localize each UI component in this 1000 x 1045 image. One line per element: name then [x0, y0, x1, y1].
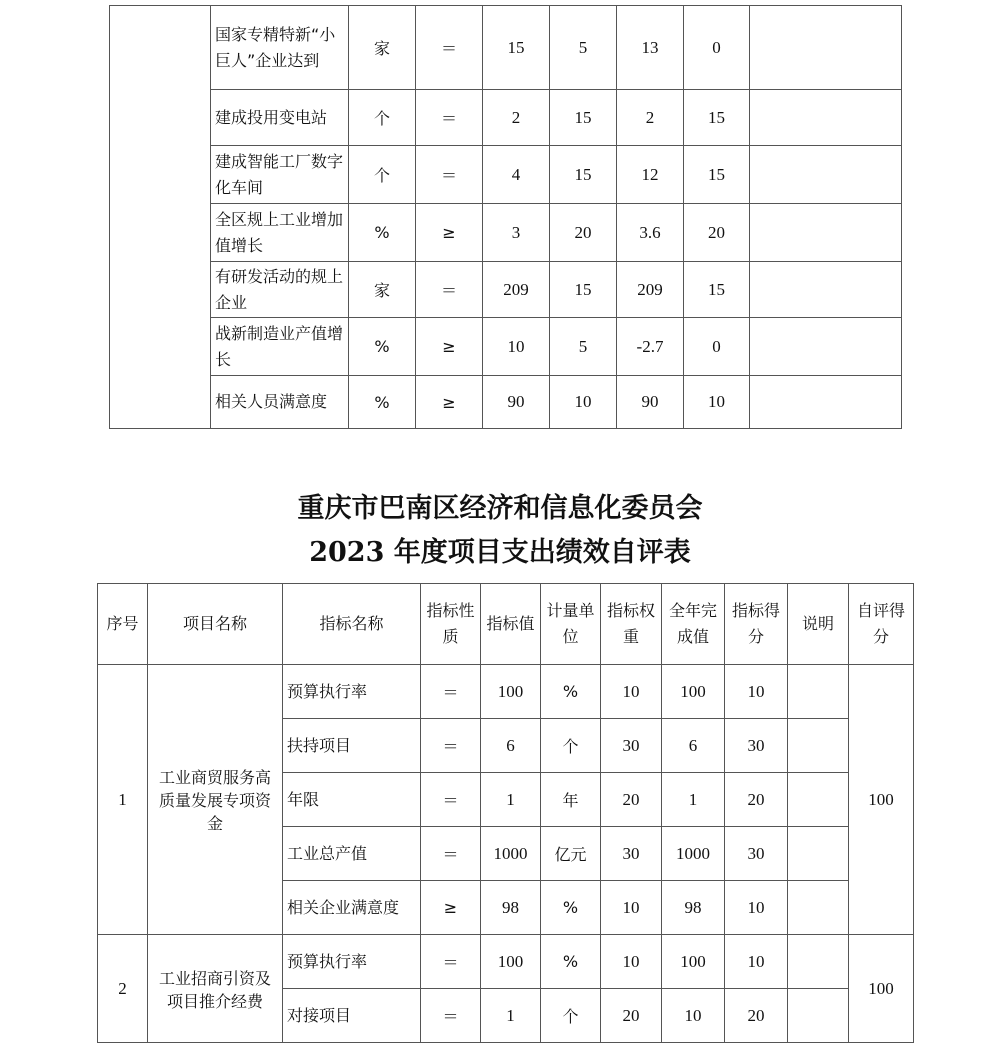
nature-cell: ≥: [416, 318, 483, 376]
actual-value: 2: [617, 90, 684, 146]
weight-value: 30: [601, 719, 662, 773]
note-cell: [788, 989, 849, 1043]
header-row: [98, 584, 914, 665]
actual-value: 1: [662, 773, 725, 827]
note-cell: [750, 262, 902, 318]
table-row: [98, 665, 914, 719]
note-cell: [750, 90, 902, 146]
target-value: 4: [483, 146, 550, 204]
actual-value: 13: [617, 6, 684, 90]
nature-cell: ＝: [416, 262, 483, 318]
score-value: 20: [725, 773, 788, 827]
note-cell: [750, 376, 902, 429]
unit-cell: 年: [541, 773, 601, 827]
self-score: 100: [849, 935, 914, 1043]
score-value: 15: [684, 262, 750, 318]
unit-cell: %: [349, 318, 416, 376]
unit-cell: %: [541, 881, 601, 935]
actual-value: 100: [662, 935, 725, 989]
indicator-value: 6: [481, 719, 541, 773]
unit-cell: %: [541, 665, 601, 719]
actual-value: 98: [662, 881, 725, 935]
project-number: 1: [98, 665, 148, 935]
self-evaluation-table: [97, 583, 914, 1043]
indicator-value: 1000: [481, 827, 541, 881]
table-row: [110, 318, 902, 376]
indicator-name: 扶持项目: [283, 719, 421, 773]
note-cell: [788, 665, 849, 719]
weight-value: 10: [601, 665, 662, 719]
table-row: [110, 204, 902, 262]
note-cell: [750, 6, 902, 90]
column-header: 指标名称: [283, 584, 421, 665]
table-row: [98, 935, 914, 989]
target-value: 15: [483, 6, 550, 90]
weight-value: 30: [601, 827, 662, 881]
score-value: 15: [684, 90, 750, 146]
nature-cell: ≥: [416, 376, 483, 429]
empty-cell: [110, 6, 211, 429]
project-name: 工业招商引资及项目推介经费: [148, 935, 283, 1043]
indicator-name: 工业总产值: [283, 827, 421, 881]
unit-cell: %: [349, 376, 416, 429]
table-row: [110, 90, 902, 146]
title-line-2: 2023 年度项目支出绩效自评表: [309, 537, 691, 568]
project-number: 2: [98, 935, 148, 1043]
actual-value: 209: [617, 262, 684, 318]
nature-cell: ≥: [421, 881, 481, 935]
score-value: 0: [684, 6, 750, 90]
actual-value: 10: [662, 989, 725, 1043]
top-indicator-table: [109, 5, 902, 429]
indicator-name: 全区规上工业增加值增长: [211, 204, 349, 262]
actual-value: 1000: [662, 827, 725, 881]
note-cell: [750, 318, 902, 376]
note-cell: [788, 827, 849, 881]
weight-value: 20: [601, 989, 662, 1043]
target-value: 2: [483, 90, 550, 146]
unit-cell: 家: [349, 6, 416, 90]
column-header: 指标权重: [601, 584, 662, 665]
weight-value: 20: [550, 204, 617, 262]
report-title: [0, 487, 1000, 575]
indicator-name: 有研发活动的规上企业: [211, 262, 349, 318]
column-header: 说明: [788, 584, 849, 665]
indicator-name: 建成投用变电站: [211, 90, 349, 146]
actual-value: -2.7: [617, 318, 684, 376]
score-value: 10: [684, 376, 750, 429]
nature-cell: ＝: [416, 90, 483, 146]
note-cell: [788, 935, 849, 989]
note-cell: [788, 719, 849, 773]
indicator-name: 国家专精特新“小巨人”企业达到: [211, 6, 349, 90]
indicator-value: 98: [481, 881, 541, 935]
table-row: [110, 6, 902, 90]
weight-value: 15: [550, 90, 617, 146]
unit-cell: 个: [349, 146, 416, 204]
target-value: 90: [483, 376, 550, 429]
weight-value: 15: [550, 146, 617, 204]
nature-cell: ＝: [421, 719, 481, 773]
indicator-name: 年限: [283, 773, 421, 827]
actual-value: 6: [662, 719, 725, 773]
title-line-1: 重庆市巴南区经济和信息化委员会: [297, 493, 703, 524]
column-header: 指标性质: [421, 584, 481, 665]
score-value: 10: [725, 935, 788, 989]
actual-value: 3.6: [617, 204, 684, 262]
unit-cell: 个: [541, 719, 601, 773]
score-value: 10: [725, 665, 788, 719]
indicator-name: 预算执行率: [283, 935, 421, 989]
column-header: 计量单位: [541, 584, 601, 665]
nature-cell: ＝: [421, 935, 481, 989]
actual-value: 12: [617, 146, 684, 204]
score-value: 15: [684, 146, 750, 204]
score-value: 20: [684, 204, 750, 262]
weight-value: 10: [601, 935, 662, 989]
indicator-value: 100: [481, 935, 541, 989]
weight-value: 5: [550, 318, 617, 376]
indicator-name: 战新制造业产值增长: [211, 318, 349, 376]
unit-cell: 个: [349, 90, 416, 146]
note-cell: [750, 204, 902, 262]
indicator-value: 100: [481, 665, 541, 719]
indicator-value: 1: [481, 989, 541, 1043]
indicator-name: 对接项目: [283, 989, 421, 1043]
unit-cell: %: [349, 204, 416, 262]
actual-value: 90: [617, 376, 684, 429]
indicator-name: 相关人员满意度: [211, 376, 349, 429]
column-header: 全年完成值: [662, 584, 725, 665]
table-row: [110, 262, 902, 318]
target-value: 10: [483, 318, 550, 376]
score-value: 20: [725, 989, 788, 1043]
unit-cell: 亿元: [541, 827, 601, 881]
nature-cell: ＝: [421, 827, 481, 881]
table-row: [110, 146, 902, 204]
weight-value: 10: [550, 376, 617, 429]
column-header: 指标值: [481, 584, 541, 665]
weight-value: 5: [550, 6, 617, 90]
target-value: 3: [483, 204, 550, 262]
nature-cell: ＝: [416, 146, 483, 204]
weight-value: 15: [550, 262, 617, 318]
score-value: 10: [725, 881, 788, 935]
project-name: 工业商贸服务高质量发展专项资金: [148, 665, 283, 935]
note-cell: [750, 146, 902, 204]
indicator-name: 相关企业满意度: [283, 881, 421, 935]
unit-cell: %: [541, 935, 601, 989]
nature-cell: ＝: [421, 665, 481, 719]
self-score: 100: [849, 665, 914, 935]
unit-cell: 家: [349, 262, 416, 318]
column-header: 项目名称: [148, 584, 283, 665]
score-value: 30: [725, 827, 788, 881]
weight-value: 10: [601, 881, 662, 935]
unit-cell: 个: [541, 989, 601, 1043]
table-row: [110, 376, 902, 429]
indicator-value: 1: [481, 773, 541, 827]
weight-value: 20: [601, 773, 662, 827]
score-value: 0: [684, 318, 750, 376]
note-cell: [788, 773, 849, 827]
actual-value: 100: [662, 665, 725, 719]
indicator-name: 预算执行率: [283, 665, 421, 719]
nature-cell: ≥: [416, 204, 483, 262]
nature-cell: ＝: [421, 773, 481, 827]
column-header: 指标得分: [725, 584, 788, 665]
indicator-name: 建成智能工厂数字化车间: [211, 146, 349, 204]
nature-cell: ＝: [421, 989, 481, 1043]
nature-cell: ＝: [416, 6, 483, 90]
note-cell: [788, 881, 849, 935]
column-header: 自评得分: [849, 584, 914, 665]
score-value: 30: [725, 719, 788, 773]
column-header: 序号: [98, 584, 148, 665]
target-value: 209: [483, 262, 550, 318]
